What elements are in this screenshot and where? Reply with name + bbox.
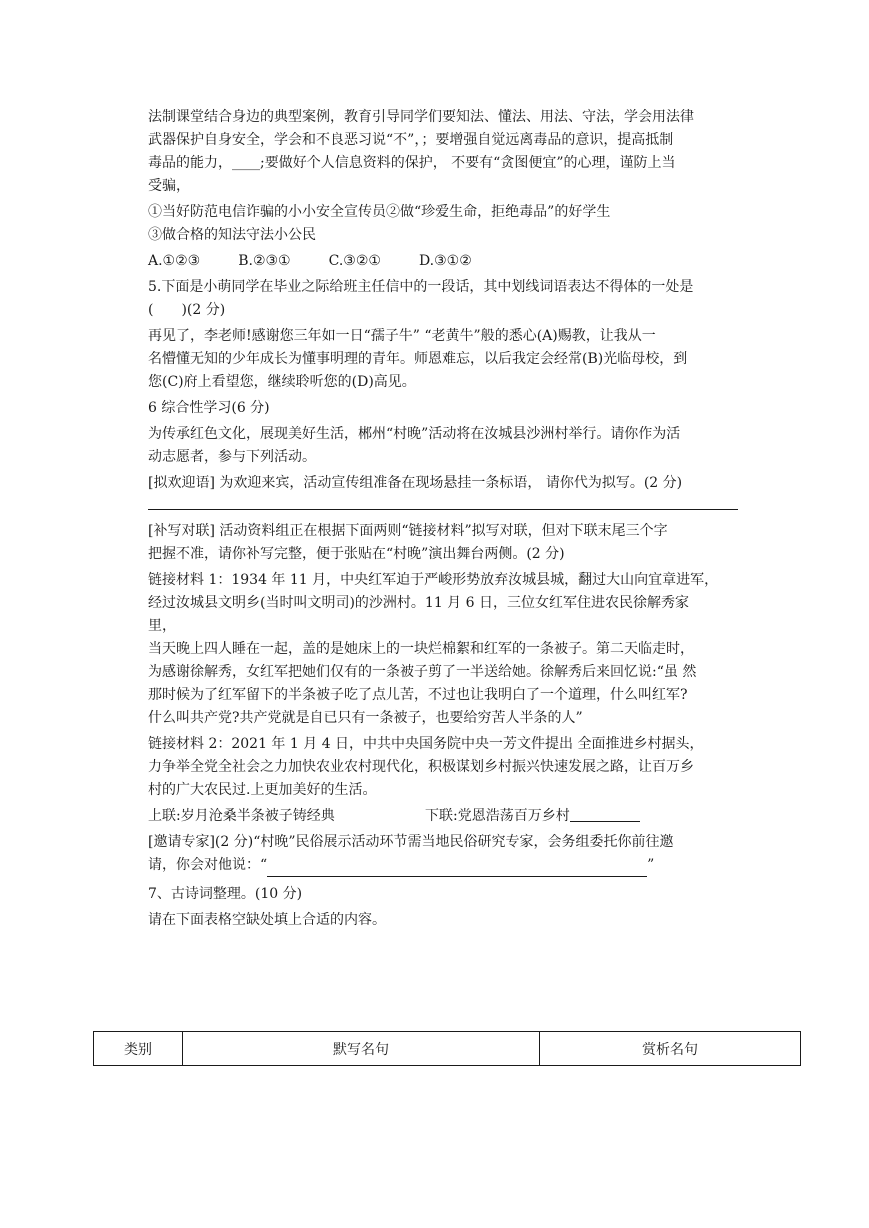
text-line: 您(C)府上看望您，继续聆听您的(D)高见。: [148, 374, 416, 390]
text-line: 毒品的能力，____;要做好个人信息资料的保护， 不要有“贪图便宜”的心理，谨防上当: [148, 155, 676, 171]
text-line: 链接材料 2：2021 年 1 月 4 日，中共中央国务院中央一芳文件提出 全面推进乡村据头，: [148, 736, 704, 752]
text-line: 力争举全党全社会之力加快农业农村现代化，积极谋划乡村振兴快速发展之路，让百万乡: [148, 759, 694, 775]
text-line: 里，: [148, 618, 176, 634]
text-line: 受骗，: [148, 178, 190, 194]
exam-page: [148, 106, 740, 935]
table-header-row: [94, 1032, 801, 1066]
poetry-table: [93, 1031, 801, 1066]
option-c[interactable]: C.③②①: [328, 253, 381, 269]
couplet-blank[interactable]: [570, 805, 640, 822]
couplet-lower: 下联:党恩浩荡百万乡村: [425, 808, 570, 824]
text-line: [邀请专家](2 分)“村晚”民俗展示活动环节需当地民俗研究专家，会务组委托你前往邀: [148, 834, 674, 850]
text-line: 请在下面表格空缺处填上合适的内容。: [148, 912, 386, 928]
q5-stem: [148, 276, 740, 322]
text-line: 当天晚上四人睡在一起，盖的是她床上的一块烂棉絮和红军的一条被子。第二天临走时，: [148, 641, 694, 657]
q4-item: ①当好防范电信诈骗的小小安全宣传员②做“珍爱生命，拒绝毒品”的好学生: [148, 204, 611, 220]
q6-invite-task: [148, 831, 740, 877]
text-line: [拟欢迎语] 为欢迎来宾，活动宣传组准备在现场悬挂一条标语， 请你代为拟写。(2 分): [148, 475, 683, 491]
q4-stem: [148, 106, 740, 198]
invite-suffix: ”: [647, 857, 655, 873]
couplet-upper: 上联:岁月沧桑半条被子铸经典: [148, 808, 335, 824]
couplet: [148, 805, 740, 828]
text-line: 什么叫共产党?共产党就是自已只有一条被子，也要给穷苦人半条的人”: [148, 710, 583, 726]
q6-couplet-task: [148, 520, 740, 566]
text-line: 为传承红色文化，展现美好生活，郴州“村晚”活动将在汝城县沙洲村举行。请你作为活: [148, 426, 681, 442]
option-b[interactable]: B.②③①: [238, 253, 291, 269]
text-line: 动志愿者，参与下列活动。: [148, 449, 316, 465]
text-line: 把握不准，请你补写完整，便于张贴在“村晚”演出舞台两侧。(2 分): [148, 546, 565, 562]
option-d[interactable]: D.③①②: [418, 253, 472, 269]
text-line: 经过汝城县文明乡(当时叫文明司)的沙洲村。11 月 6 日，三位女红军住进农民徐解秀家: [148, 595, 689, 611]
text-line: 法制课堂结合身边的典型案例，教育引导同学们要知法、懂法、用法、守法，学会用法律: [148, 109, 694, 125]
q6-welcome-task: [148, 472, 740, 495]
header-category: 类别: [94, 1032, 183, 1066]
invite-blank[interactable]: [267, 860, 647, 877]
q6-title: [148, 397, 740, 420]
text-line: 村的广大农民过.上更加美好的生活。: [148, 782, 377, 798]
invite-answer-line: [148, 854, 740, 877]
text-line: ( )(2 分): [148, 302, 226, 318]
material-1: [148, 569, 740, 730]
header-recite: 默写名句: [183, 1032, 540, 1066]
section-title: 6 综合性学习(6 分): [148, 400, 270, 416]
q4-items: [148, 201, 740, 247]
q7-instruction: [148, 909, 740, 932]
material-2: [148, 733, 740, 802]
text-line: 再见了，李老师!感谢您三年如一日“孺子牛” “老黄牛”般的悉心(A)赐教，让我从一: [148, 328, 656, 344]
text-line: 名懵懂无知的少年成长为懂事明理的青年。师恩难忘，以后我定会经常(B)光临母校，到: [148, 351, 688, 367]
invite-prefix: 请，你会对他说：“: [148, 857, 268, 873]
q4-options: [148, 250, 740, 273]
text-line: [补写对联] 活动资料组正在根据下面两则“链接材料”拟写对联，但对下联末尾三个字: [148, 523, 668, 539]
q4-item: ③做合格的知法守法小公民: [148, 227, 316, 243]
section-title: 7、古诗词整理。(10 分): [148, 886, 303, 902]
q7-title: [148, 883, 740, 906]
answer-line-welcome[interactable]: [148, 509, 738, 510]
q5-passage: [148, 325, 740, 394]
text-line: 那时候为了红军留下的半条被子吃了点儿苦，不过也让我明白了一个道理，什么叫红军?: [148, 687, 688, 703]
q6-intro: [148, 423, 740, 469]
header-appreciate: 赏析名句: [540, 1032, 801, 1066]
option-a[interactable]: A.①②③: [148, 253, 201, 269]
text-line: 武器保护自身安全，学会和不良恶习说“不”，；要增强自觉远离毒品的意识，提高抵制: [148, 132, 674, 148]
text-line: 为感谢徐解秀，女红军把她们仅有的一条被子剪了一半送给她。徐解秀后来回忆说:“虽 然: [148, 664, 697, 680]
text-line: 链接材料 1：1934 年 11 月，中央红军迫于严峻形势放弃汝城县城，翻过大山向宜章进军，: [148, 572, 719, 588]
text-line: 5.下面是小萌同学在毕业之际给班主任信中的一段话，其中划线词语表达不得体的一处是: [148, 279, 694, 295]
